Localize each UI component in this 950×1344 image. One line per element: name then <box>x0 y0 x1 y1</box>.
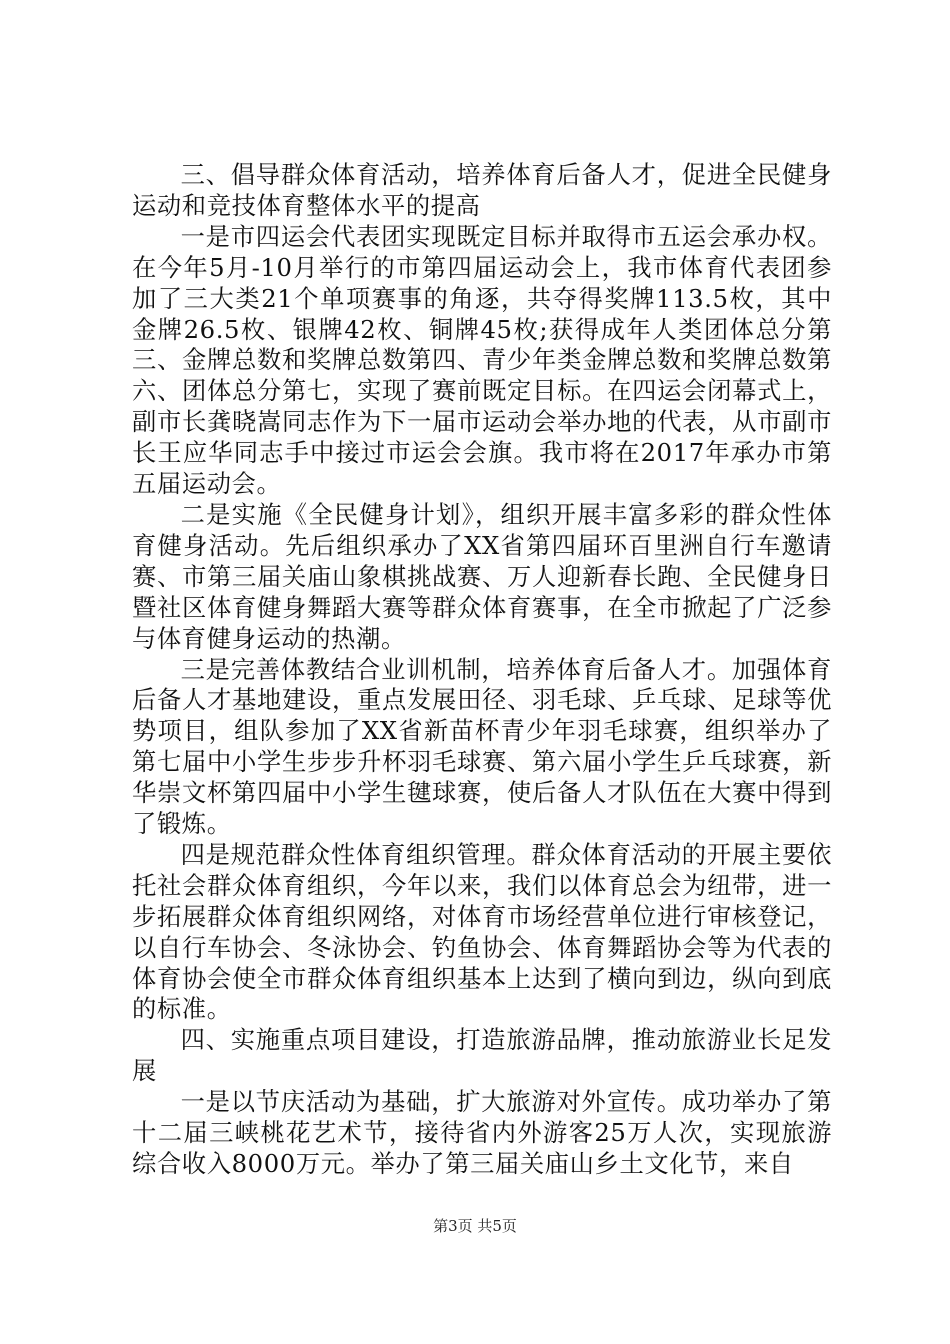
paragraph-fitness-plan: 二是实施《全民健身计划》，组织开展丰富多彩的群众性体育健身活动。先后组织承办了XX省第四届环百里洲自行车邀请赛、市第三届关庙山象棋挑战赛、万人迎新春长跑、全民健身日暨社区体育健身舞蹈大赛等群众体育赛事，在全市掀起了广泛参与体育健身运动的热潮。 <box>132 499 832 653</box>
section-heading-four: 四、实施重点项目建设，打造旅游品牌，推动旅游业长足发展 <box>132 1025 832 1086</box>
document-body <box>132 160 832 1180</box>
paragraph-sports-delegation: 一是市四运会代表团实现既定目标并取得市五运会承办权。在今年5月-10月举行的市第四届运动会上，我市体育代表团参加了三大类21个单项赛事的角逐，共夺得奖牌113.5枚，其中金牌26.5枚、银牌42枚、铜牌45枚;获得成年人类团体总分第三、金牌总数和奖牌总数第四、青少年类金牌总数和奖牌总数第六、团体总分第七，实现了赛前既定目标。在四运会闭幕式上，副市长龚晓嵩同志作为下一届市运动会举办地的代表，从市副市长王应华同志手中接过市运会会旗。我市将在2017年承办市第五届运动会。 <box>132 221 832 499</box>
page-footer: 第3页 共5页 <box>433 1217 517 1235</box>
paragraph-sports-organizations: 四是规范群众性体育组织管理。群众体育活动的开展主要依托社会群众体育组织，今年以来，我们以体育总会为纽带，进一步拓展群众体育组织网络，对体育市场经营单位进行审核登记，以自行车协会、冬泳协会、钓鱼协会、体育舞蹈协会等为代表的体育协会使全市群众体育组织基本上达到了横向到边，纵向到底的标准。 <box>132 839 832 1024</box>
section-heading-three: 三、倡导群众体育活动，培养体育后备人才，促进全民健身运动和竞技体育整体水平的提高 <box>132 160 832 220</box>
paragraph-tourism-festival: 一是以节庆活动为基础，扩大旅游对外宣传。成功举办了第十二届三峡桃花艺术节，接待省内外游客25万人次，实现旅游综合收入8000万元。举办了第三届关庙山乡土文化节，来自 <box>132 1087 832 1178</box>
paragraph-reserve-talent: 三是完善体教结合业训机制，培养体育后备人才。加强体育后备人才基地建设，重点发展田径、羽毛球、乒乓球、足球等优势项目，组队参加了XX省新苗杯青少年羽毛球赛，组织举办了第七届中小学生步步升杯羽毛球赛、第六届小学生乒乓球赛，新华崇文杯第四届中小学生毽球赛，使后备人才队伍在大赛中得到了锻炼。 <box>132 654 832 839</box>
